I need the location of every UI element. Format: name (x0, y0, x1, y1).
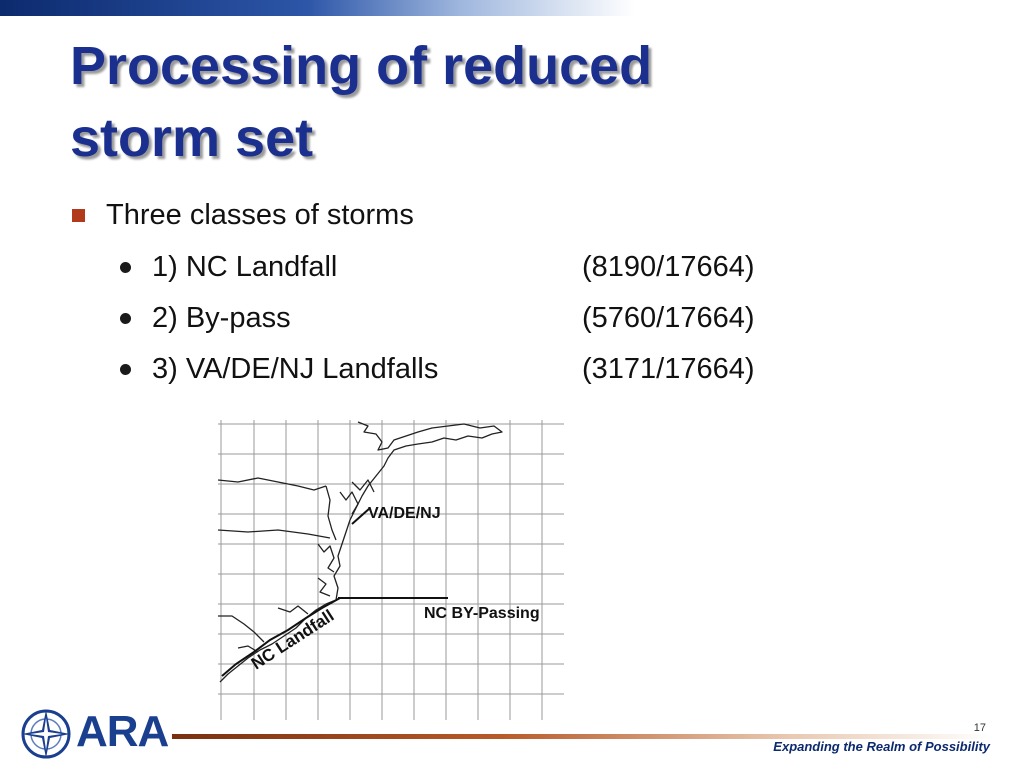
sub-bullet-label: 3) VA/DE/NJ Landfalls (152, 353, 439, 385)
map-label-va-de-nj: VA/DE/NJ (368, 505, 441, 522)
sub-bullet-item-by-pass (120, 298, 820, 338)
slide-title (70, 30, 970, 174)
ara-logo-icon (18, 706, 78, 762)
round-bullet-icon (120, 364, 131, 375)
footer-tagline: Expanding the Realm of Possibility (773, 739, 990, 754)
sub-bullet-count: (8190/17664) (582, 251, 755, 283)
sub-bullet-label: 1) NC Landfall (152, 251, 338, 283)
sub-bullet-count: (3171/17664) (582, 353, 755, 385)
square-bullet-icon (72, 209, 85, 222)
ara-logo-text: ARA (76, 707, 169, 756)
sub-bullet-item-va-de-nj (120, 349, 820, 389)
sub-bullet-item-nc-landfall (120, 247, 820, 287)
top-gradient-band (0, 0, 1024, 16)
round-bullet-icon (120, 313, 131, 324)
storm-class-map (218, 420, 568, 720)
map-label-nc-bypassing: NC BY-Passing (424, 605, 540, 622)
sub-bullet-count: (5760/17664) (582, 302, 755, 334)
slide-title-line-2: storm set (70, 108, 314, 168)
round-bullet-icon (120, 262, 131, 273)
sub-bullet-label: 2) By-pass (152, 302, 291, 334)
slide-title-line-1: Processing of reduced (70, 36, 653, 96)
map-label-nc-landfall: NC Landfall (247, 605, 338, 674)
page-number: 17 (973, 722, 986, 734)
bullet-text: Three classes of storms (106, 199, 414, 231)
